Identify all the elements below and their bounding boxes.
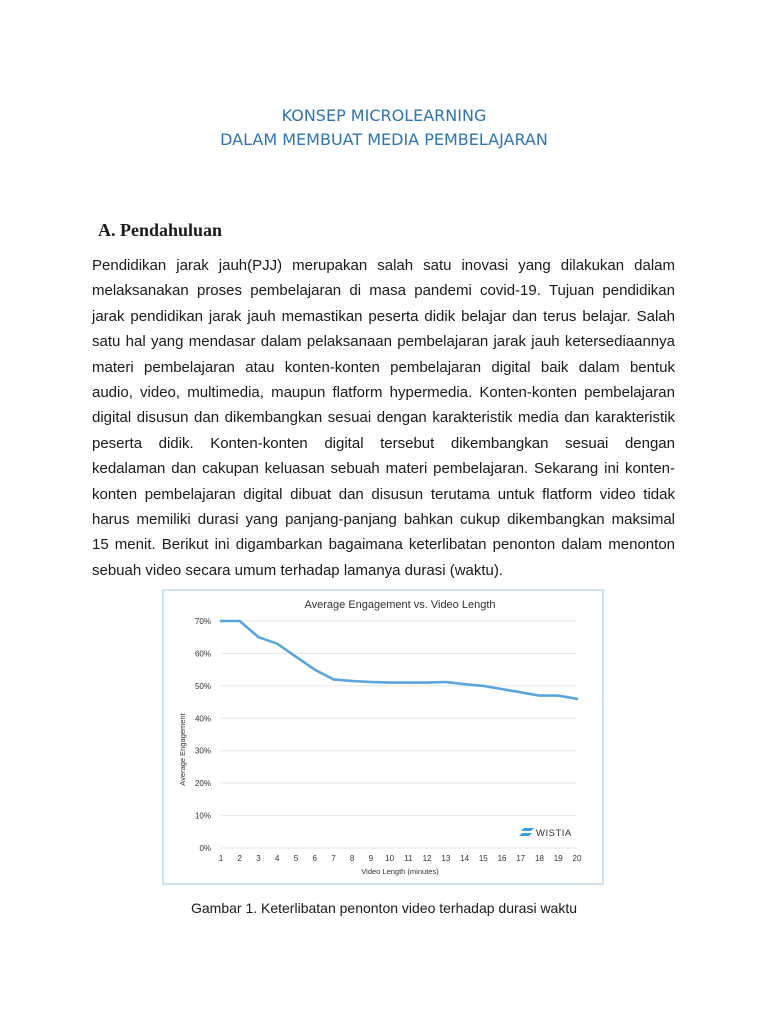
data-point	[276, 643, 278, 645]
x-tick-label: 7	[331, 854, 336, 863]
data-point	[520, 691, 522, 693]
chart-title: Average Engagement vs. Video Length	[304, 599, 496, 611]
x-tick-label: 11	[404, 854, 413, 863]
data-point	[576, 698, 578, 700]
data-point	[407, 681, 409, 683]
data-point	[332, 678, 334, 680]
body-line: Pendidikan jarak jauh(PJJ) merupakan salah satu inovasi yang dilakukan dalam	[92, 257, 675, 274]
y-tick-label: 20%	[194, 779, 211, 789]
figure-caption: Gambar 1. Keterlibatan penonton video terhadap durasi waktu	[190, 900, 578, 916]
data-point	[239, 620, 241, 622]
x-axis-label: Video Length (minutes)	[361, 867, 439, 876]
x-tick-label: 17	[516, 854, 526, 863]
data-point	[463, 683, 465, 685]
x-tick-label: 13	[441, 854, 451, 863]
data-point	[220, 620, 222, 622]
body-line: kedalaman dan cakupan keluasan sebuah materi pembelajaran. Sekarang ini konten-	[92, 460, 675, 478]
data-point	[426, 681, 428, 683]
body-line: audio, video, multimedia, maupun flatform hypermedia. Konten-konten pembelajaran	[92, 384, 675, 402]
data-point	[482, 685, 484, 687]
y-tick-label: 10%	[194, 811, 211, 821]
wistia-logo-icon	[521, 828, 534, 831]
x-tick-label: 9	[368, 854, 374, 863]
x-tick-label: 5	[293, 854, 299, 863]
x-tick-label: 20	[572, 854, 582, 863]
data-point	[313, 668, 315, 670]
body-paragraph	[92, 253, 675, 583]
x-tick-label: 10	[385, 854, 395, 863]
document-title	[0, 104, 768, 152]
data-point	[370, 681, 372, 683]
data-point	[501, 688, 503, 690]
x-tick-label: 15	[478, 854, 488, 863]
data-point	[538, 694, 540, 696]
data-point	[445, 681, 447, 683]
y-tick-label: 0%	[199, 844, 211, 853]
body-line: digital disusun dan dikembangkan sesuai dengan karakteristik media dan karakteristik	[92, 409, 675, 427]
x-tick-label: 19	[553, 854, 563, 863]
section-heading: A. Pendahuluan	[98, 220, 223, 240]
engagement-chart	[162, 589, 604, 885]
wistia-logo-icon	[519, 833, 532, 836]
data-point	[295, 655, 297, 657]
x-tick-label: 2	[237, 854, 242, 863]
body-line: peserta didik. Konten-konten digital tersebut dikembangkan sesuai dengan	[92, 434, 675, 452]
y-tick-label: 30%	[194, 746, 211, 756]
title-line-1: KONSEP MICROLEARNING	[281, 106, 487, 125]
body-line: 15 menit. Berikut ini digambarkan bagaimana keterlibatan penonton dalam menonton	[92, 536, 675, 554]
x-tick-label: 4	[274, 854, 280, 863]
y-axis-label: Average Engagement	[178, 713, 187, 786]
data-point	[557, 694, 559, 696]
chart-svg	[164, 591, 602, 883]
body-line: melaksanakan proses pembelajaran di masa pandemi covid-19. Tujuan pendidikan	[92, 282, 675, 300]
series-line	[221, 621, 577, 699]
title-line-2: DALAM MEMBUAT MEDIA PEMBELAJARAN	[220, 130, 548, 149]
y-tick-label: 50%	[194, 681, 211, 691]
data-point	[388, 681, 390, 683]
body-line: materi pembelajaran atau konten-konten pembelajaran digital baik dalam bentuk	[92, 358, 675, 376]
body-line: jarak pendidikan jarak jauh memastikan peserta didik belajar dan terus belajar. Salah	[92, 307, 675, 325]
y-tick-label: 70%	[194, 617, 211, 626]
x-tick-label: 16	[497, 854, 507, 863]
x-tick-label: 14	[460, 854, 470, 863]
data-point	[351, 680, 353, 682]
y-tick-label: 40%	[194, 714, 211, 724]
body-line: konten pembelajaran digital dibuat dan disusun terutama untuk flatform video tidak	[92, 485, 675, 503]
x-tick-label: 12	[422, 854, 432, 863]
body-line: harus memiliki durasi yang panjang-panjang bahkan cukup dikembangkan maksimal	[92, 511, 675, 529]
data-point	[257, 636, 259, 638]
x-tick-label: 6	[312, 854, 317, 863]
y-tick-label: 60%	[194, 649, 211, 659]
x-tick-label: 1	[218, 854, 224, 863]
x-tick-label: 18	[535, 854, 544, 863]
body-line: satu hal yang mendasar dalam pelaksanaan pembelajaran jarak jauh ketersediaannya	[92, 333, 675, 351]
x-tick-label: 8	[349, 854, 355, 863]
body-line: sebuah video secara umum terhadap lamanya durasi (waktu).	[92, 561, 504, 579]
wistia-watermark: WISTIA	[536, 828, 572, 839]
x-tick-label: 3	[256, 854, 261, 863]
